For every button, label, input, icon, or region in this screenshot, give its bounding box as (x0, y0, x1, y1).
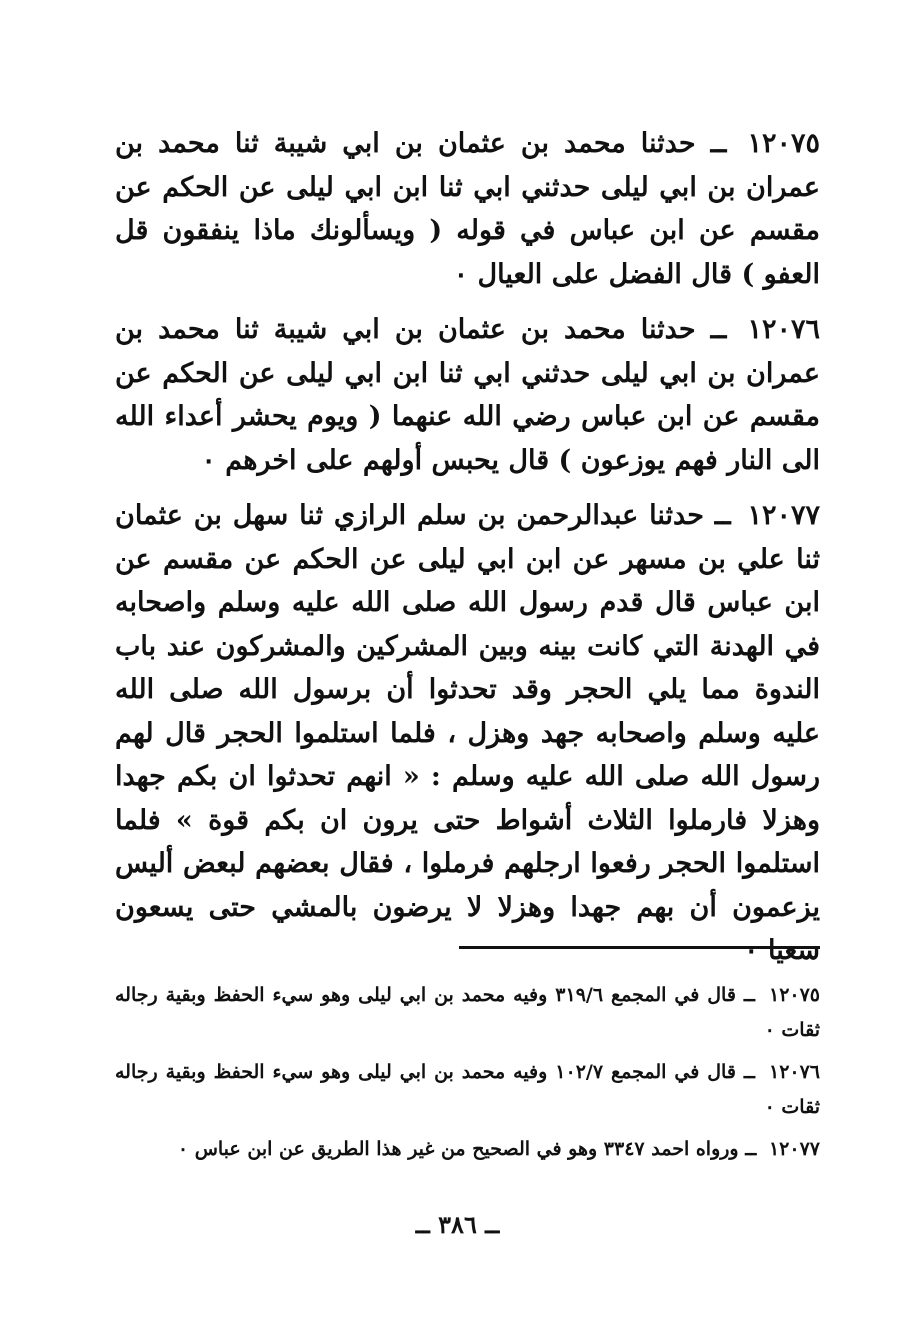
footnotes (115, 978, 820, 1175)
footnote-number: ١٢٠٧٧ (768, 1138, 820, 1160)
footnote-text: ــ ورواه احمد ٣٣٤٧ وهو في الصحيح من غير هذا الطريق عن ابن عباس ٠ (177, 1138, 757, 1160)
footnote-12076 (115, 1055, 820, 1124)
hadith-text: ــ حدثنا محمد بن عثمان بن ابي شيبة ثنا محمد بن عمران بن ابي ليلى حدثني ابي ثنا ابن ابي ليلى عن الحكم عن مقسم عن ابن عباس في قوله ( ويسألونك ماذا ينفقون قل العفو ) قال الفضل على العيال ٠ (115, 128, 820, 290)
hadith-text: ــ حدثنا عبدالرحمن بن سلم الرازي ثنا سهل بن عثمان ثنا علي بن مسهر عن ابن ابي ليلى عن الحكم عن مقسم عن ابن عباس قال قدم رسول الله صلى الله عليه وسلم واصحابه في الهدنة التي كانت بينه وبين المشركين والمشركون عند باب الندوة مما يلي الحجر وقد تحدثوا أن برسول الله صلى الله عليه وسلم واصحابه جهد وهزل ، فلما استلموا الحجر قال لهم رسول الله صلى الله عليه وسلم : « انهم تحدثوا ان بكم جهدا وهزلا فارملوا الثلاث أشواط حتى يرون ان بكم قوة » فلما استلموا الحجر رفعوا ارجلهم فرملوا ، فقال بعضهم لبعض أليس يزعمون أن بهم جهدا وهزلا لا يرضون بالمشي حتى يسعون سعيا ٠ (115, 500, 820, 966)
hadith-entry-12075 (115, 122, 820, 296)
footnote-12075 (115, 978, 820, 1047)
footnote-12077 (115, 1132, 820, 1167)
footnote-divider (459, 946, 820, 949)
footnote-text: ــ قال في المجمع ٣١٩/٦ وفيه محمد بن ابي ليلى وهو سيء الحفظ وبقية رجاله ثقات ٠ (115, 984, 820, 1041)
hadith-entry-12076 (115, 308, 820, 482)
hadith-number: ١٢٠٧٦ (747, 314, 820, 345)
hadith-number: ١٢٠٧٥ (747, 128, 820, 159)
hadith-entry-12077 (115, 494, 820, 973)
hadith-number: ١٢٠٧٧ (747, 500, 820, 531)
footnote-number: ١٢٠٧٥ (768, 984, 821, 1006)
page-number: ــ ٣٨٦ ــ (415, 1210, 500, 1239)
main-text (115, 122, 820, 985)
footnote-text: ــ قال في المجمع ١٠٢/٧ وفيه محمد بن ابي ليلى وهو سيء الحفظ وبقية رجاله ثقات ٠ (115, 1061, 820, 1118)
footnote-number: ١٢٠٧٦ (768, 1061, 821, 1083)
hadith-text: ــ حدثنا محمد بن عثمان بن ابي شيبة ثنا محمد بن عمران بن ابي ليلى حدثني ابي ثنا ابن ابي ليلى عن الحكم عن مقسم عن ابن عباس رضي الله عنهما ( ويوم يحشر أعداء الله الى النار فهم يوزعون ) قال يحبس أولهم على اخرهم ٠ (115, 314, 820, 476)
